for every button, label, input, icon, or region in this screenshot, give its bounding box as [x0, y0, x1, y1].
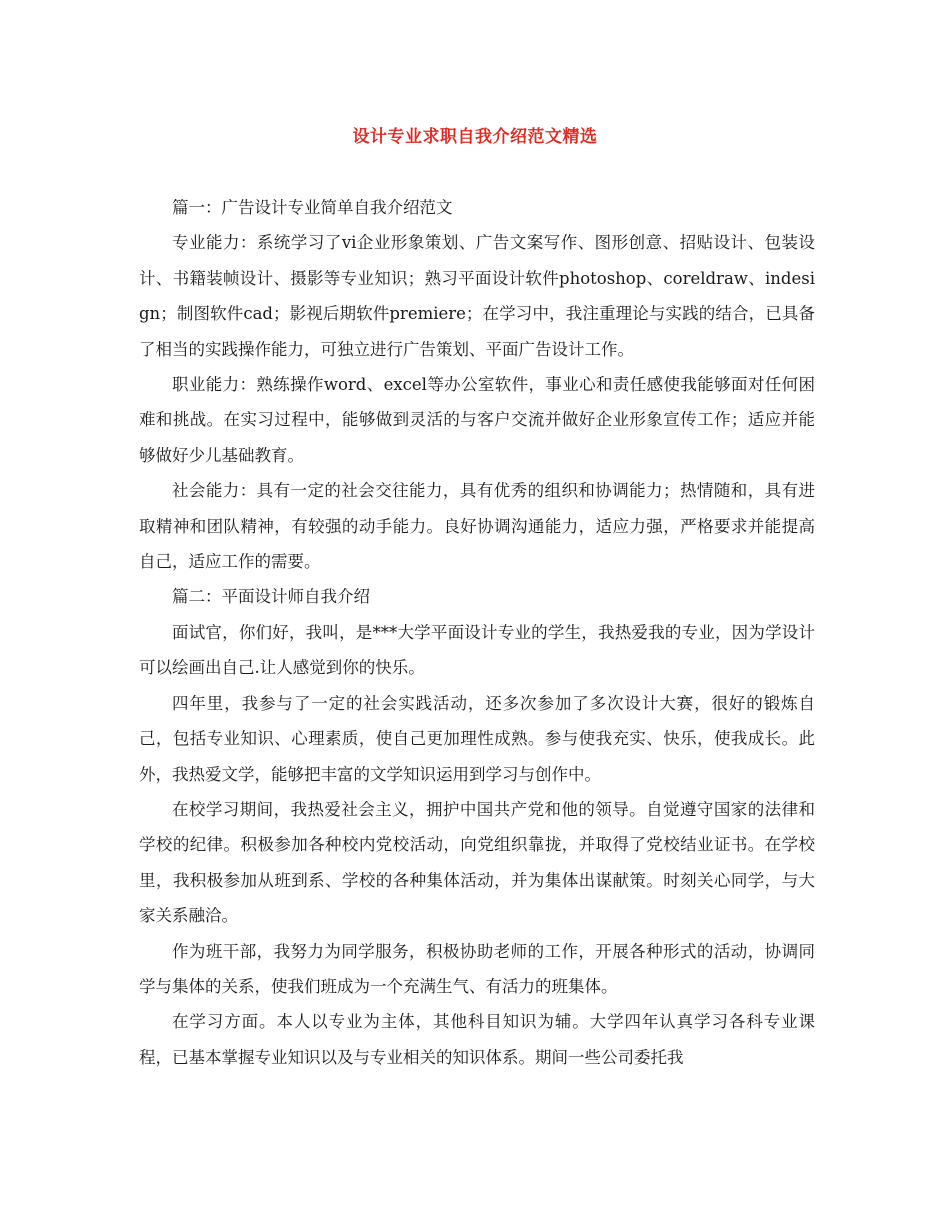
document-body — [139, 190, 815, 1075]
section-heading: 篇二：平面设计师自我介绍 — [172, 587, 370, 607]
paragraph: 四年里，我参与了一定的社会实践活动，还多次参加了多次设计大赛，很好的锻炼自己，包括专业知识、心理素质，使自己更加理性成熟。参与使我充实、快乐，使我成长。此外，我热爱文学，能够把丰富的文学知识运用到学习与创作中。 — [139, 693, 815, 784]
document-title: 设计专业求职自我介绍范文精选 — [352, 127, 598, 147]
paragraph: 职业能力：熟练操作word、excel等办公室软件，事业心和责任感使我能够面对任何困难和挑战。在实习过程中，能够做到灵活的与客户交流并做好企业形象宣传工作；适应并能够做好少儿基础教育。 — [139, 375, 815, 465]
paragraph: 在学习方面。本人以专业为主体，其他科目知识为辅。大学四年认真学习各科专业课程，已基本掌握专业知识以及与专业相关的知识体系。期间一些公司委托我 — [139, 1012, 815, 1067]
paragraph: 作为班干部，我努力为同学服务，积极协助老师的工作，开展各种形式的活动，协调同学与集体的关系，使我们班成为一个充满生气、有活力的班集体。 — [139, 941, 815, 996]
paragraph: 在校学习期间，我热爱社会主义，拥护中国共产党和他的领导。自觉遵守国家的法律和学校的纪律。积极参加各种校内党校活动，向党组织靠拢，并取得了党校结业证书。在学校里，我积极参加从班到系、学校的各种集体活动，并为集体出谋献策。时刻关心同学，与大家关系融洽。 — [139, 799, 815, 926]
paragraph: 面试官，你们好，我叫，是***大学平面设计专业的学生，我热爱我的专业，因为学设计可以绘画出自己.让人感觉到你的快乐。 — [139, 622, 815, 678]
section-heading: 篇一：广告设计专业简单自我介绍范文 — [172, 198, 453, 217]
paragraph: 专业能力：系统学习了vi企业形象策划、广告文案写作、图形创意、招贴设计、包装设计、书籍装帧设计、摄影等专业知识；熟习平面设计软件photoshop、coreldraw、indesign；制图软件cad；影视后期软件premiere；在学习中，我注重理论与实践的结合，已具备了相当的实践操作能力，可独立进行广告策划、平面广告设计工作。 — [139, 233, 815, 359]
paragraph: 社会能力：具有一定的社会交往能力，具有优秀的组织和协调能力；热情随和，具有进取精神和团队精神，有较强的动手能力。良好协调沟通能力，适应力强，严格要求并能提高自己，适应工作的需要。 — [139, 481, 815, 572]
